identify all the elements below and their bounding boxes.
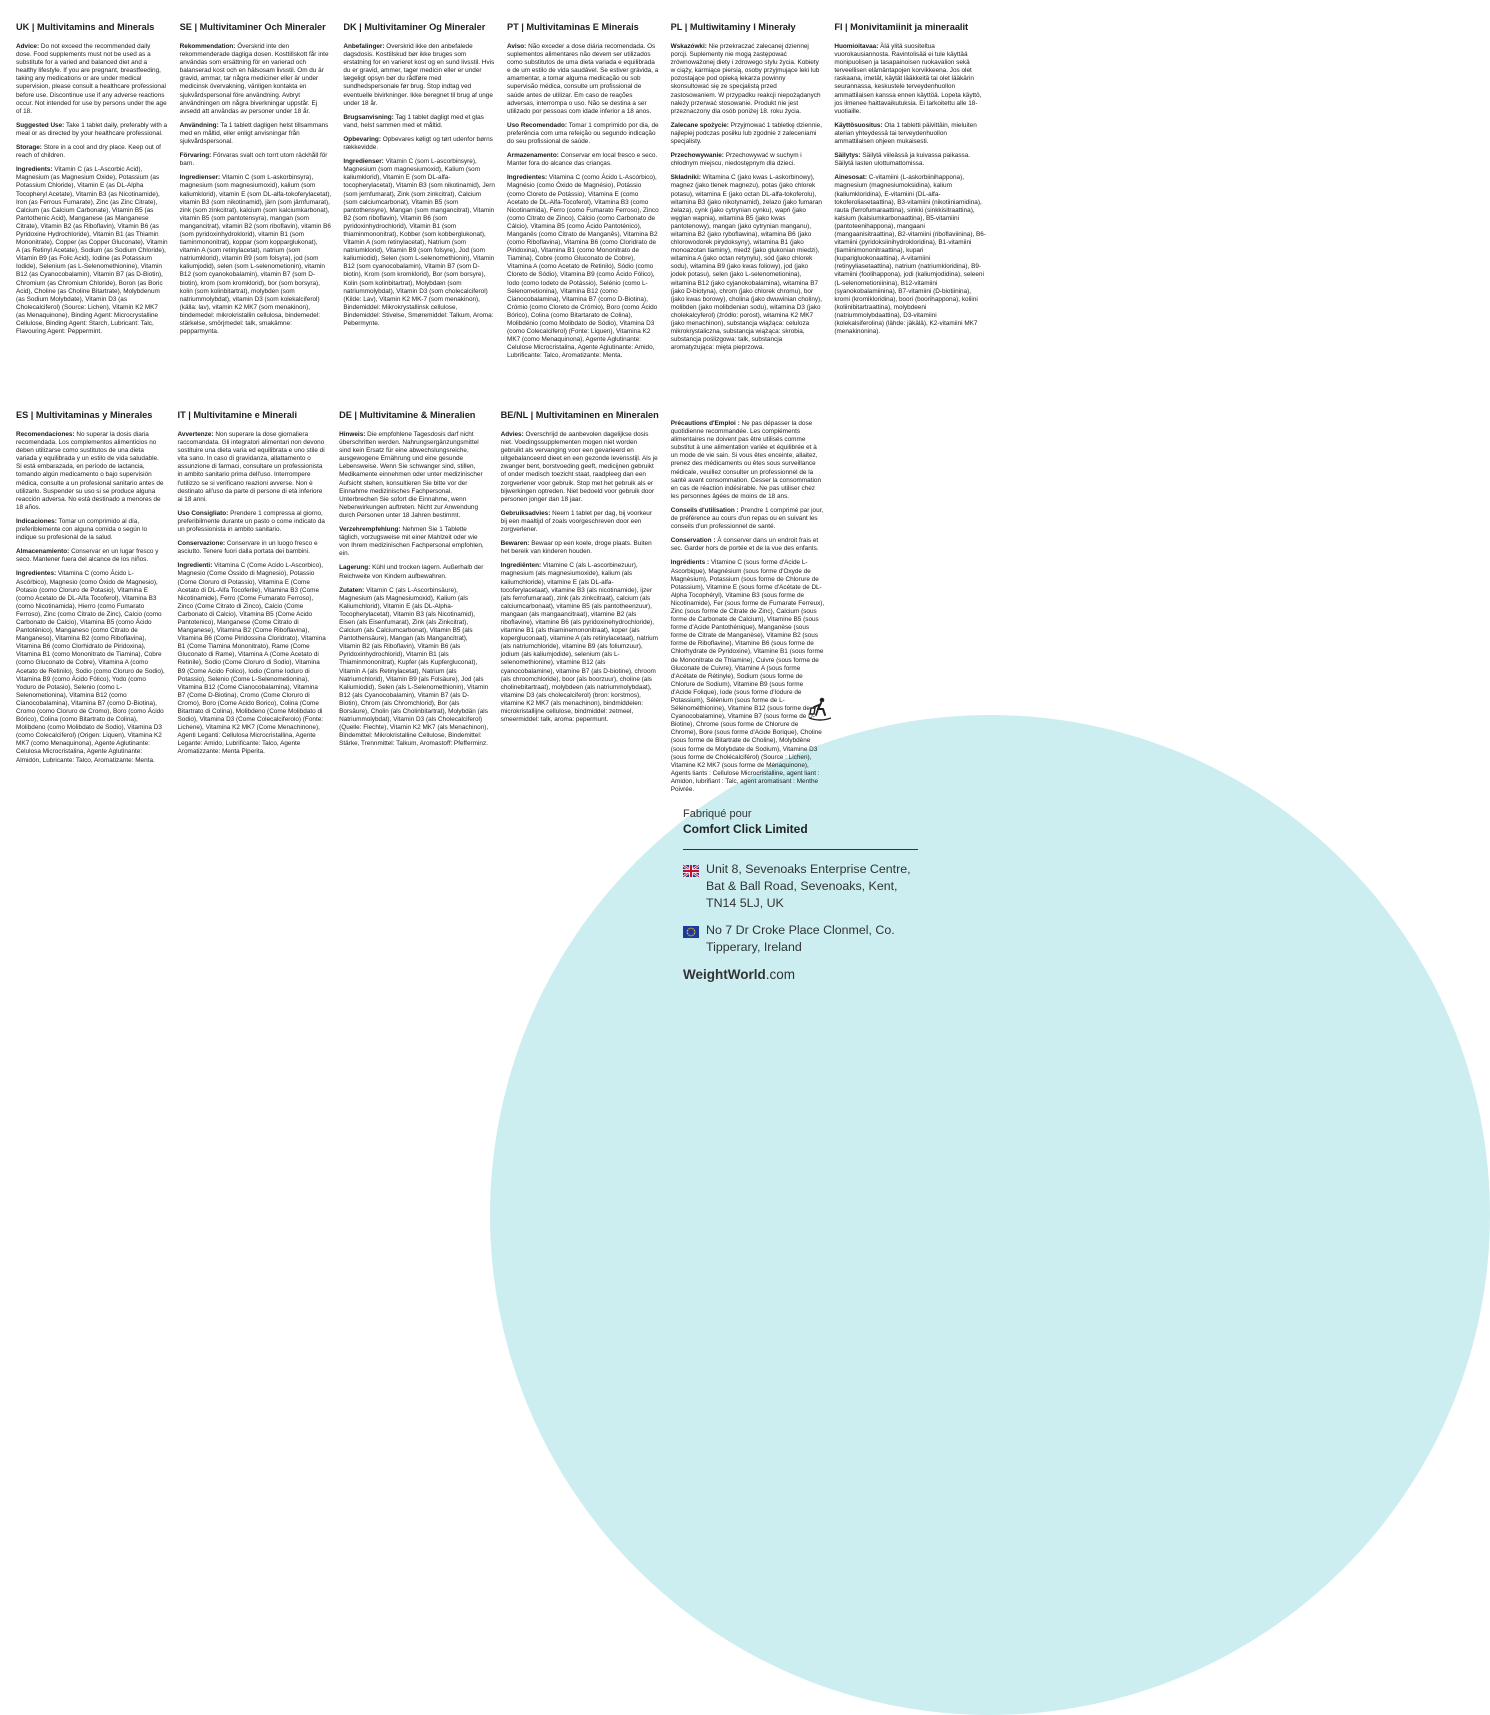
uk-address-text: Unit 8, Sevenoaks Enterprise Centre, Bat & Ball Road, Sevenoaks, Kent, TN14 5LJ, UK	[706, 862, 911, 910]
section-text: Vitamina C (como Ácido L-Ascórbico), Magnésio (como Óxido de Magnésio), Potássio (como Cloreto de Potássio), Vitamina E (como Acetato de DL-Alfa-Tocoferol), Vitamina B3 (como Nicotinamida), Ferro (como Fumarato Ferroso), Zinco (como Citrato de Zinco), Cálcio (como Carbonato de Cálcio), Vitamina B5 (como Ácido Pantoténico), Manganês (como Citrato de Manganês), Vitamina B2 (como Riboflavina), Vitamina B6 (como Cloridrato de Piridoxina), Vitamina B1 (como Mononitrato de Tiamina), Cobre (como Gluconato de Cobre), Vitamina A (como Acetato de Retinilo), Sódio (como Cloreto de Sódio), Vitamina B9 (como Ácido Fólico), Iodo (como Iodeto de Potássio), Selénio (como L-Selenometionina), Vitamina B12 (como Cianocobalamina), Vitamina B7 (como D-Biotina), Crómio (como Cloreto de Crómio), Boro (como Ácido Bórico), Colina (como Bitartarato de Colina), Molibdénio (como Molibdato de Sódio), Vitamina D3 (como Colecalciferol) (Fonte: Líquen), Vitamina K2 MK7 (como Menaquinona), Agente Aglutinante: Celulose Microcristalina, Agente Aglutinante: Amido, Lubrificante: Talco, Aromatizante: Menta.	[507, 174, 659, 360]
section-label: Gebruiksadvies:	[500, 509, 551, 517]
section-label: Ingredientes:	[507, 174, 548, 182]
section-label: Storage:	[16, 144, 42, 152]
label-section	[834, 122, 986, 146]
section-text: Vitamine C (als L-ascorbinezuur), magnesium (als magnesiumoxide), kalium (als kaliumchloride), vitamine E (als DL-alfa-tocoferylacetaat), vitamine B3 (als nicotinamide), ijzer (als ferrofumaraat), zink (als zinkcitraat), calcium (als calciumcarbonaat), vitamine B5 (als pantotheenzuur), mangaan (als mangaancitraat), vitamine B2 (als riboflavine), vitamine B6 (als pyridoxinehydrochloride), vitamine B1 (als thiaminemononitraat), koper (als kopergluconaat), vitamine A (als retinylacetaat), natrium (als natriumchloride), vitamine B9 (als foliumzuur), jodium (als kaliumjodide), selenium (als L-selenomethionine), vitamine B12 (als cyanocobalamine), vitamine B7 (als D-biotine), chroom (als chroomchloride), boor (als boorzuur), choline (als cholinebitartraat), molybdeen (als natriummolybdaat), vitamine D3 (als cholecalciferol) (bron: korstmos), vitamine K2 MK7 (als menachinon), bindmiddelen: microkristallijne cellulose, bindmiddel: zetmeel, smeermiddel: talk, aroma: pepermunt.	[500, 562, 658, 724]
section-text: Overskrid ikke den anbefalede dagsdosis. Kosttilskud bør ikke bruges som erstatning for en varieret kost og en sund livsstil. Hvis du er gravid, ammer, tager medicin eller er under lægeligt opsyn bør du rådføre med sundhedspersonale før brug. Stop indtag ved eventuelle bivirkninger. Ikke beregnet til brug af unge under 18 år.	[343, 43, 495, 107]
label-section	[671, 174, 823, 352]
section-text: Przechowywać w suchym i chłodnym miejscu, niedostępnym dla dzieci.	[670, 152, 802, 168]
eu-address	[683, 922, 918, 956]
column-title: IT | Multivitamine e Minerali	[177, 410, 298, 420]
company-name: Comfort Click Limited	[683, 822, 808, 836]
label-section	[178, 510, 328, 534]
label-section	[507, 152, 659, 168]
section-text: Vitamin C (som L-askorbinsyra), magnesium (som magnesiumoxid), kalium (som kaliumklorid), vitamin E (som DL-alfa-tokoferylacetat), vitamin B3 (som nikotinamid), järn (som järnfumarat), zink (som zinkcitrat), kalcium (som kalciumkarbonat), vitamin B5 (som pantotensyra), mangan (som mangancitrat), vitamin B2 (som riboflavin), vitamin B6 (som pyridoxinhydroklorid), vitamin B1 (som tiaminmononitrat), koppar (som kopparglukonat), vitamin A (som retinylacetat), natrium (som natriumklorid), vitamin B9 (som folsyra), jod (som kaliumjodid), selen (som L-selenometionin), vitamin B12 (som cyanokobalamin), vitamin B7 (som D-biotin), krom (som kromklorid), bor (som borsyra), kolin (som kolinbitartrat), molybden (som natriummolybdat), vitamin D3 (som kolekalciferol) (källa: lav), vitamin K2 MK7 (som menakinon), bindemedel: mikrokristallin cellulosa, bindemedel: stärkelse, smörjmedel: talk, smakämne: pepparmynta.	[179, 174, 332, 336]
label-section	[16, 43, 168, 116]
section-label: Conservazione:	[177, 540, 226, 548]
section-text: Ota 1 tabletti päivittäin, mieluiten aterian yhteydessä tai terveydenhuollon ammattilaisen ohjeen mukaisesti.	[834, 121, 977, 146]
column-title: UK | Multivitamins and Minerals	[16, 22, 155, 32]
label-section	[339, 431, 489, 520]
section-text: Vitamin C (as L-Ascorbic Acid), Magnesium (as Magnesium Oxide), Potassium (as Potassium Chloride), Vitamin E (as DL-Alpha Tocopheryl Acetate), Vitamin B3 (as Nicotinamide), Iron (as Ferrous Fumarate), Zinc (as Zinc Citrate), Calcium (as Calcium Carbonate), Vitamin B5 (as Pantothenic Acid), Manganese (as Manganese Citrate), Vitamin B2 (as Riboflavin), Vitamin B6 (as Pyridoxine Hydrochloride), Vitamin B1 (as Thiamin Mononitrate), Copper (as Copper Gluconate), Vitamin A (as Retinyl Acetate), Sodium (as Sodium Chloride), Vitamin B9 (as Folic Acid), Iodine (as Potassium Iodide), Selenium (as L-Selenomethionine), Vitamin B12 (as Cyanocobalamin), Vitamin B7 (as D-Biotin), Chromium (as Chromium Chloride), Boron (as Boric Acid), Choline (as Choline Bitartrate), Molybdenum (as Sodium Molybdate), Vitamin D3 (as Cholecalciferol) (Source: Lichen), Vitamin K2 MK7 (as Menaquinone), Binding Agent: Microcrystalline Cellulose, Binding Agent: Starch, Lubricant: Talc, Flavouring Agent: Peppermint.	[16, 166, 168, 336]
section-label: Rekommendation:	[179, 43, 236, 50]
label-section	[178, 431, 328, 504]
section-label: Ingredienser:	[343, 158, 384, 166]
section-label: Zutaten:	[339, 586, 365, 594]
section-text: À conserver dans un endroit frais et sec. Garder hors de portée et de la vue des enfants.	[670, 537, 819, 553]
label-section	[507, 174, 659, 360]
section-label: Lagerung:	[339, 564, 371, 572]
section-label: Suggested Use:	[16, 121, 65, 129]
section-label: Huomioitavaa:	[834, 43, 879, 50]
label-section	[343, 158, 495, 328]
label-section	[834, 43, 986, 116]
section-text: Take 1 tablet daily, preferably with a meal or as directed by your healthcare professional.	[16, 121, 168, 137]
language-column	[670, 410, 825, 794]
column-title: ES | Multivitaminas y Minerales	[16, 410, 153, 420]
section-label: Käyttösuositus:	[834, 121, 883, 129]
section-label: Brugsanvisning:	[343, 113, 394, 121]
section-text: Bewaar op een koele, droge plaats. Buiten het bereik van kinderen houden.	[500, 540, 652, 556]
label-section	[671, 507, 825, 531]
label-section	[671, 537, 825, 553]
section-text: Neem 1 tablet per dag, bij voorkeur bij een maaltijd of zoals voorgeschreven door een zorgverlener.	[500, 509, 652, 534]
label-section	[507, 122, 659, 146]
uk-flag-icon	[683, 864, 699, 876]
section-text: Säilytä viileässä ja kuivassa paikassa. Säilytä lasten ulottumattomissa.	[834, 152, 971, 168]
section-text: Conservar en un lugar fresco y seco. Mantener fuera del alcance de los niños.	[16, 548, 159, 564]
label-section	[16, 570, 166, 764]
language-column	[16, 22, 168, 394]
section-label: Ainesosat:	[834, 174, 867, 182]
section-text: Opbevares køligt og tørt udenfor børns rækkevidde.	[343, 135, 493, 152]
section-label: Ingredients:	[16, 166, 53, 174]
column-title: FI | Monivitamiinit ja mineraalit	[834, 22, 969, 32]
recycling-person-icon	[806, 695, 834, 723]
label-section	[671, 152, 823, 168]
section-text: Conservar em local fresco e seco. Manter fora do alcance das crianças.	[507, 152, 658, 168]
website-suffix: .com	[765, 966, 796, 982]
section-label: Användning:	[179, 121, 219, 129]
label-section	[339, 587, 489, 749]
section-label: Uso Recomendado:	[507, 121, 568, 129]
section-label: Uso Consigliato:	[177, 509, 229, 517]
label-section	[16, 122, 168, 138]
section-text: Vitamin C (als L-Ascorbinsäure), Magnesium (als Magnesiumoxid), Kalium (als Kaliumchlorid), Vitamin E (als DL-Alpha-Tocopherylacetat), Vitamin B3 (als Nicotinamid), Eisen (als Eisenfumarat), Zink (als Zinkcitrat), Calcium (als Calciumcarbonat), Vitamin B5 (als Pantothensäure), Mangan (als Mangancitrat), Vitamin B2 (als Riboflavin), Vitamin B6 (als Pyridoxinhydrochlorid), Vitamin B1 (als Thiaminmononitrat), Kupfer (als Kupfergluconat), Vitamin A (als Retinylacetat), Natrium (als Natriumchlorid), Vitamin B9 (als Folsäure), Jod (als Kaliumiodid), Selen (als L-Selenomethionin), Vitamin B12 (als Cyanocobalamin), Vitamin B7 (als D-Biotin), Chrom (als Chromchlorid), Bor (als Borsäure), Cholin (als Cholinbitartrat), Molybdän (als Natriummolybdat), Vitamin D3 (als Cholecalciferol) (Quelle: Flechte), Vitamin K2 MK7 (als Menachinon), Bindemittel: Mikrokristalline Cellulose, Bindemittel: Stärke, Trennmittel: Talkum, Aromastoff: Pfefferminz.	[339, 586, 489, 748]
section-text: Tomar 1 comprimido por dia, de preferência com uma refeição ou segundo indicação do seu profissional de saúde.	[507, 121, 659, 146]
section-text: Vitamina C (Come Acido L-Ascorbico), Magnesio (Come Ossido di Magnesio), Potassio (Come Cloruro di Potassio), Vitamina E (Come Acetato di DL-Alfa Tocoferile), Vitamina B3 (Come Nicotinamide), Ferro (Come Fumarato Ferroso), Zinco (Come Citrato di Zinco), Calcio (Come Carbonato di Calcio), Vitamina B5 (Come Acido Pantotenico), Manganese (Come Citrato di Manganese), Vitamina B2 (Come Riboflavina), Vitamina B6 (Come Piridossina Cloridrato), Vitamina B1 (Come Tiamina Mononitrato), Rame (Come Gluconato di Rame), Vitamina A (Come Acetato di Retinile), Sodio (Come Cloruro di Sodio), Vitamina B9 (Come Acido Folico), Iodio (Come Ioduro di Potassio), Selenio (Come L-Selenometionina), Vitamina B12 (Come Cianocobalamina), Vitamina B7 (Come D-Biotina), Cromo (Come Cloruro di Cromo), Boro (Come Acido Borico), Colina (Come Bitartrato di Colina), Molibdeno (Come Molibdato di Sodio), Vitamina D3 (Come Colecalciferolo) (Fonte: Lichene), Vitamina K2 MK7 (Come Menachinone), Agenti Leganti: Cellulosa Microcristallina, Agente Legante: Amido, Lubrificante: Talco, Agente Aromatizzante: Menta Piperita.	[177, 562, 326, 756]
column-title: PT | Multivitaminas E Minerais	[507, 22, 639, 32]
language-column	[343, 22, 495, 394]
column-title: DE | Multivitamine & Mineralien	[339, 410, 476, 420]
eu-flag-icon	[683, 925, 699, 937]
section-text: Ta 1 tablett dagligen helst tillsammans med en måltid, eller enligt anvisningar från sjukvårdspersonal.	[179, 121, 329, 146]
label-section	[834, 152, 986, 168]
section-text: Prendere 1 compressa al giorno, preferibilmente durante un pasto o come indicato da un professionista in ambito sanitario.	[177, 509, 325, 534]
section-label: Conservation :	[670, 537, 716, 545]
section-text: Tomar un comprimido al día, preferiblemente con alguna comida o según lo indique su profesional de la salud.	[16, 517, 148, 542]
language-column	[180, 22, 332, 394]
label-section	[16, 144, 168, 160]
label-section	[501, 510, 659, 534]
section-label: Conseils d'utilisation :	[670, 506, 739, 514]
label-section	[501, 562, 659, 724]
website	[683, 967, 918, 982]
section-text: Vitamin C (som L-ascorbinsyre), Magnesium (som magnesiumoxid), Kalium (som kaliumklorid), Vitamin E (som DL-alfa-tocopherylacetat), Vitamin B3 (som nikotinamid), Jern (som jernfumarat), Zink (som zinkcitrat), Calcium (som calciumcarbonat), Vitamin B5 (som pantothensyre), Mangan (som mangancitrat), Vitamin B2 (som riboflavin), Vitamin B6 (som pyridoxinhydrochlorid), Vitamin B1 (som thiaminmononitrat), Kobber (som kobberglukonat), Vitamin A (som retinylacetat), Natrium (som natriumklorid), Vitamin B9 (som folsyre), Jod (som kaliumiodid), Selen (som L-selenomethionin), Vitamin B12 (som cyanocobalamin), Vitamin B7 (som D-biotin), Krom (som kromklorid), Bor (som borsyre), Kolin (som kolinbitartrat), Molybdæn (som natriummolybdat), Vitamin D3 (som cholecalciferol) (Kilde: Lav), Vitamin K2 MK-7 (som menakinon), Bindemiddel: Mikrokrystallinsk cellulose, Bindemiddel: Stivelse, Smøremiddel: Talkum, Aroma: Pebermynte.	[343, 158, 495, 327]
column-title: PL | Multiwitaminy I Minerały	[670, 22, 796, 32]
label-section	[339, 526, 489, 558]
section-text: Överskrid inte den rekommenderade dagliga dosen. Kosttillskott får inte användas som ersättning för en varierad och balanserad kost och en hälsosam livsstil. Om du är gravid, ammar, tar några mediciner eller är under medicinsk övervakning, vänligen kontakta en sjukvårdspersonal före användning. Avbryt användningen om några biverkningar uppstår. Ej avsedd att användas av personer under 18 år.	[179, 43, 329, 115]
section-label: Hinweis:	[339, 431, 366, 438]
section-text: Älä ylitä suositeltua vuorokausiannosta. Ravintolisää ei tule käyttää monipuolisen ja tasapainoisen ruokavalion sekä terveellisen elämäntapojen korvikkeena. Jos olet raskaana, imetät, käytät lääkkeitä tai olet lääkärin seurannassa, keskustele terveydenhuollon ammattilaisen kanssa ennen käyttöä. Lopeta käyttö, jos ilmenee haittavaikutuksia. Ei tarkoitettu alle 18-vuotiaille.	[834, 43, 982, 115]
label-section	[501, 431, 659, 504]
section-label: Ingrédients :	[670, 559, 710, 567]
label-row-1	[16, 22, 986, 394]
section-label: Wskazówki:	[670, 43, 707, 50]
section-text: Do not exceed the recommended daily dose. Food supplements must not be used as a substitute for a varied and balanced diet and a healthy lifestyle. If you are pregnant, breastfeeding, taking any medications or are under medical supervision, please consult a healthcare professional before use. Discontinue use if any adverse reactions occur. Not intended for use by persons under the age of 18.	[16, 43, 167, 115]
label-section	[343, 136, 495, 152]
section-text: Store in a cool and dry place. Keep out of reach of children.	[16, 144, 161, 160]
website-name: WeightWorld	[683, 966, 766, 982]
section-label: Ingredientes:	[16, 570, 57, 578]
section-label: Almacenamiento:	[16, 548, 70, 556]
label-row-2	[16, 410, 986, 794]
language-column	[671, 22, 823, 394]
label-section	[178, 540, 328, 556]
column-title: SE | Multivitaminer Och Mineraler	[179, 22, 326, 32]
section-label: Aviso:	[507, 43, 527, 50]
divider	[683, 849, 918, 850]
section-label: Verzehrempfehlung:	[339, 526, 401, 534]
section-label: Bewaren:	[500, 540, 530, 548]
language-column	[507, 22, 659, 394]
section-label: Armazenamento:	[507, 152, 559, 160]
language-column	[834, 22, 986, 394]
section-label: Förvaring:	[179, 152, 212, 160]
section-text: Tag 1 tablet dagligt med et glas vand, helst sammen med et måltid.	[343, 113, 484, 129]
section-label: Ingredienser:	[179, 174, 221, 182]
section-label: Advice:	[16, 43, 40, 50]
section-label: Ingrediënten:	[500, 562, 542, 570]
decorative-circle-background	[490, 715, 1490, 1715]
section-text: No superar la dosis diaria recomendada. Los complementos alimenticios no deben utilizarse como sustitutos de una dieta variada y equilibrada y un estilo de vida saludable. Si está embarazada, en período de lactancia, tomando algún medicamento o bajo supervisión médica, consulte a un profesional sanitario antes de utilizarlo. Suspender su uso si se produce alguna reacción adversa. No está destinado a menores de 18 años.	[16, 431, 164, 511]
section-text: Não exceder a dose diária recomendada. Os suplementos alimentares não devem ser utilizados como substitutos de uma dieta variada e equilibrada e de um estilo de vida saudável. Se estiver grávida, a amamentar, a tomar alguma medicação ou sob supervisão médica, consulte um profissional de saúde antes de utilizar. Em caso de reações adversas, interrompa o uso. Não se destina a ser utilizado por pessoas com idade inferior a 18 anos.	[507, 43, 659, 115]
label-section	[343, 43, 495, 108]
section-text: Vitamine C (sous forme d'Acide L-Ascorbique), Magnésium (sous forme d'Oxyde de Magnésium), Potassium (sous forme de Chlorure de Potassium), Vitamine E (sous forme d'Acétate de DL-Alpha Tocophéryl), Vitamine B3 (sous forme de Nicotinamide), Fer (sous forme de Fumarate Ferreux), Zinc (sous forme de Citrate de Zinc), Calcium (sous forme de Carbonate de Calcium), Vitamine B5 (sous forme d'Acide Pantothénique), Manganèse (sous forme de Citrate de Manganèse), Vitamine B2 (sous forme de Riboflavine), Vitamine B6 (sous forme de Chlorhydrate de Pyridoxine), Vitamine B1 (sous forme de Mononitrate de Thiamine), Cuivre (sous forme de Gluconate de Cuivre), Vitamine A (sous forme d'Acétate de Rétinyle), Sodium (sous forme de Chlorure de Sodium), Vitamine B9 (sous forme d'Acide Folique), Iode (sous forme d'Iodure de Potassium), Sélénium (sous forme de L-Sélénométhionine), Vitamine B12 (sous forme de Cyanocobalamine), Vitamine B7 (sous forme de D-Biotine), Chrome (sous forme de Chlorure de Chrome), Bore (sous forme d'Acide Borique), Choline (sous forme de Bitartrate de Choline), Molybdène (sous forme de Molybdate de Sodium), Vitamine D3 (sous forme de Cholécalciférol) (Source : Lichen), Vitamine K2 MK7 (sous forme de Ménaquinone), Agents liants : Cellulose Microcristalline, agent liant : Amidon, lubrifiant : Talc, agent aromatisant : Menthe Poivrée.	[670, 559, 825, 794]
label-section	[671, 420, 825, 501]
section-label: Przechowywanie:	[670, 152, 724, 160]
label-section	[501, 540, 659, 556]
section-text: Conservare in un luogo fresco e asciutto. Tenere fuori dalla portata dei bambini.	[177, 540, 318, 556]
section-label: Zalecane spożycie:	[670, 121, 729, 129]
section-text: Die empfohlene Tagesdosis darf nicht überschritten werden. Nahrungsergänzungsmittel sind kein Ersatz für eine abwechslungsreiche, ausgewogene Ernährung und eine gesunde Lebensweise. Wenn Sie schwanger sind, stillen, Medikamente einnehmen oder unter medizinischer Aufsicht stehen, konsultieren Sie bitte vor der Einnahme medizinisches Fachpersonal. Unterbrechen Sie sofort die Einnahme, wenn Nebenwirkungen auftreten. Nicht zur Anwendung durch Personen unter 18 Jahren bestimmt.	[339, 431, 483, 519]
label-section	[178, 562, 328, 756]
section-label: Ingredienti:	[177, 562, 213, 570]
language-column	[177, 410, 328, 756]
section-text: Witamina C (jako kwas L-askorbinowy), magnez (jako tlenek magnezu), potas (jako chlorek potasu), witamina E (jako octan DL-alfa-tokoferolu), witamina B3 (jako nikotynamid), żelazo (jako fumaran żelaza), cynk (jako cytrynian cynku), wapń (jako węglan wapnia), witamina B5 (jako kwas pantotenowy), mangan (jako cytrynian manganu), witamina B2 (jako ryboflawina), witamina B6 (jako chlorowodorek pirydoksyny), witamina B1 (jako monoazotan tiaminy), miedź (jako glukonian miedzi), witamina A (jako octan retynylu), sód (jako chlorek sodu), witamina B9 (jako kwas foliowy), jod (jako jodek potasu), selen (jako L-selenometionina), witamina B12 (jako cyjanokobalamina), witamina B7 (jako D-biotyna), chrom (jako chlorek chromu), bor (jako kwas borowy), cholina (jako dwuwinian choliny), molibden (jako molibdenian sodu), witamina D3 (jako cholekalcyferol) (źródło: porost), witamina K2 MK7 (jako menachinon), substancja wiążąca: celuloza mikrokrystaliczna, substancja wiążąca: skrobia, substancja poślizgowa: talk, substancja aromatyzująca: mięta pieprzowa.	[670, 174, 822, 352]
section-label: Avvertenze:	[177, 431, 214, 438]
section-label: Advies:	[500, 431, 524, 438]
section-label: Indicaciones:	[16, 517, 57, 525]
section-label: Anbefalinger:	[343, 43, 385, 50]
label-section	[671, 559, 825, 794]
manufacturer-info	[683, 808, 918, 982]
section-text: Overschrijd de aanbevolen dagelijkse dosis niet. Voedingssupplementen mogen niet worden gebruikt als vervanging voor een gevarieerd en uitgebalanceerd dieet en een gezonde levensstijl. Als je zwanger bent, borstvoeding geeft, medicijnen gebruikt of onder medisch toezicht staat, raadpleeg dan een zorgverlener voor gebruik. Stop met het gebruik als er bijwerkingen optreden. Niet bedoeld voor gebruik door personen jonger dan 18 jaar.	[500, 431, 658, 503]
label-section	[16, 166, 168, 336]
label-section	[16, 431, 166, 512]
section-label: Recomendaciones:	[16, 431, 75, 438]
uk-address	[683, 861, 918, 911]
section-label: Składniki:	[670, 174, 701, 182]
section-text: Prendre 1 comprimé par jour, de préférence au cours d'un repas ou en suivant les conseils d'un professionnel de santé.	[670, 506, 824, 531]
label-section	[507, 43, 659, 116]
label-section	[16, 548, 166, 564]
label-section	[339, 564, 489, 580]
made-for-label: Fabriqué pour	[683, 808, 752, 820]
section-text: Förvaras svalt och torrt utom räckhåll för barn.	[179, 152, 328, 168]
label-section	[180, 152, 332, 168]
label-section	[180, 174, 332, 336]
section-text: Nehmen Sie 1 Tablette täglich, vorzugsweise mit einer Mahlzeit oder wie von Ihrem medizinischen Fachpersonal empfohlen, ein.	[339, 526, 484, 558]
eu-address-text: No 7 Dr Croke Place Clonmel, Co. Tipperary, Ireland	[706, 923, 895, 955]
label-section	[16, 518, 166, 542]
label-section	[671, 122, 823, 146]
language-column	[339, 410, 489, 752]
section-label: Säilytys:	[834, 152, 861, 160]
column-title: DK | Multivitaminer Og Mineraler	[343, 22, 486, 32]
label-section	[343, 114, 495, 130]
section-text: Vitamina C (como Ácido L-Ascórbico), Magnesio (como Óxido de Magnesio), Potasio (como Cloruro de Potasio), Vitamina E (como Acetato de DL-Alfa Tocoferol), Vitamina B3 (como Nicotinamida), Hierro (como Fumarato Ferroso), Zinc (como Citrato de Zinc), Calcio (como Carbonato de Calcio), Vitamina B5 (como Ácido Pantoténico), Manganeso (como Citrato de Manganeso), Vitamina B2 (como Riboflavina), Vitamina B6 (como Clorhidrato de Piridoxina), Vitamina B1 (como Mononitrato de Tiamina), Cobre (como Gluconato de Cobre), Vitamina A (como Acetato de Retinilo), Sodio (como Cloruro de Sodio), Vitamina B9 (como Ácido Fólico), Yodo (como Yoduro de Potasio), Selenio (como L-Selenometionina), Vitamina B12 (como Cianocobalamina), Vitamina B7 (como D-Biotina), Cromo (como Cloruro de Cromo), Boro (como Ácido Bórico), Colina (como Bitartrato de Colina), Molibdeno (como Molibdato de Sodio), Vitamina D3 (como Colecalciferol) (Origen: Liquen), Vitamina K2 MK7 (como Menaquinona), Agente Aglutinante: Celulosa Microcristalina, Agente Aglutinante: Almidón, Lubricante: Talco, Aromatizante: Menta.	[16, 570, 165, 764]
label-section	[834, 174, 986, 336]
section-text: Nie przekraczać zalecanej dziennej porcji. Suplementy nie mogą zastępować zrównoważonej diety i zdrowego stylu życia. Kobiety w ciąży, karmiące piersią, osoby przyjmujące leki lub pozostające pod opieką lekarza powinny skonsultować się ze specjalistą przed zastosowaniem. W przypadku reakcji niepożądanych należy przerwać stosowanie. Produkt nie jest przeznaczony dla osób poniżej 18. roku życia.	[670, 43, 821, 115]
column-title: BE/NL | Multivitaminen en Mineralen	[500, 410, 659, 420]
section-label: Précautions d'Emploi :	[670, 420, 740, 427]
section-text: Przyjmować 1 tabletkę dziennie, najlepiej podczas posiłku lub zgodnie z zaleceniami specjalisty.	[670, 121, 822, 146]
section-text: Ne pas dépasser la dose quotidienne recommandée. Les compléments alimentaires ne doivent pas être utilisés comme substitut à une alimentation variée et équilibrée et à un mode de vie sain. Si vous êtes enceinte, allaitez, prenez des médicaments ou êtes sous surveillance médicale, veuillez consulter un professionnel de la santé avant consommation. Cesser la consommation en cas de réaction indésirable. Ne pas utiliser chez les personnes âgées de moins de 18 ans.	[670, 420, 822, 500]
language-column	[501, 410, 659, 752]
section-text: Non superare la dose giornaliera raccomandata. Gli integratori alimentari non devono sostituire una dieta varia ed equilibrata e uno stile di vita sano. In caso di gravidanza, allattamento o assunzione di farmaci, consultare un professionista in ambito sanitario prima dell'uso. Interrompere l'utilizzo se si verificano reazioni avverse. Non è destinato all'uso da parte di persone di età inferiore ai 18 anni.	[177, 431, 325, 503]
section-text: Kühl und trocken lagern. Außerhalb der Reichweite von Kindern aufbewahren.	[339, 564, 484, 580]
label-section	[180, 122, 332, 146]
language-column	[16, 410, 166, 764]
label-section	[180, 43, 332, 116]
section-text: C-vitamiini (L-askorbiinihappona), magnesium (magnesiumoksidina), kalium (kaliumkloridina), E-vitamiini (DL-alfa-tokoferoliasetaattina), B3-vitamiini (nikotiiniamidina), rauta (ferrofumaraattina), sinkki (sinkkisitraattina), kalsium (kalsiumkarbonaattina), B5-vitamiini (pantoteenihappona), mangaani (mangaanisitraattina), B2-vitamiini (riboflaviinina), B6-vitamiini (pyridoksiinihydrokloridina), B1-vitamiini (tiamiinimononitraattina), kupari (kuparigluokonaattina), A-vitamiini (retinyyliasetaattina), natrium (natriumkloridina), B9-vitamiini (foolihappona), jodi (kaliumjodidina), seleeni (L-selenometioniinina), B12-vitamiini (syanokobalamiinina), B7-vitamiini (D-biotiinina), kromi (kromikloridina), boori (boorihappona), koliini (koliinibitartraattina), molybdeeni (natriummolybdaattina), D3-vitamiini (kolekalsiferolina) (lähde: jäkälä), K2-vitamiini MK7 (menakinonina).	[834, 174, 986, 336]
label-section	[671, 43, 823, 116]
section-label: Opbevaring:	[343, 135, 381, 143]
